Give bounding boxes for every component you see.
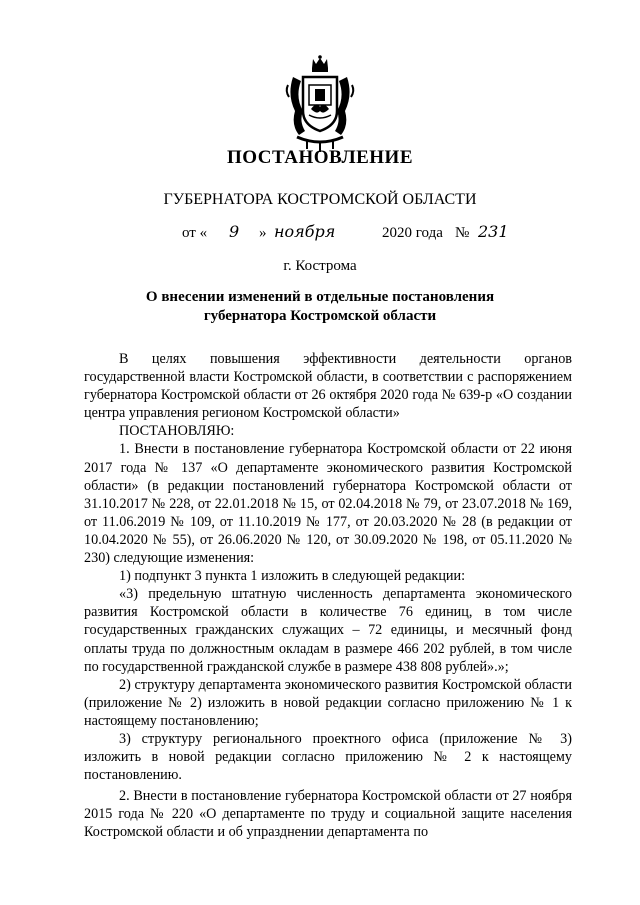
paragraph-quoted-text: «3) предельную штатную численность департамента экономического развития Костромской области в количестве 76 единиц, в том числе государственных гражданских служащих – 72 единицы, и месячный фонд оплаты труда по должностным окладам в размере 466 202 рублей, в том числе по государственной гражданской службе в размере 438 808 рублей».»; (84, 586, 572, 675)
date-year: 2020 года (382, 225, 443, 241)
document-title-line-2: губернатора Костромской области (203, 308, 437, 324)
paragraph-decree: ПОСТАНОВЛЯЮ: (119, 423, 235, 440)
issuing-authority: ГУБЕРНАТОРА КОСТРОМСКОЙ ОБЛАСТИ (163, 191, 477, 208)
paragraph-item-2: 2. Внести в постановление губернатора Костромской области от 27 ноября 2015 года № 220 «О департаменте по труду и социальной защите населения Костромской области и об упразднении департамента по (84, 788, 572, 841)
coat-of-arms-emblem (283, 55, 357, 153)
paragraph-preamble: В целях повышения эффективности деятельности органов государственной власти Костромской области, в соответствии с распоряжением губернатора Костромской области от 26 октября 2020 года № 639-р «О создании центра управления регионом Костромской области» (84, 351, 572, 422)
paragraph-subitem-2: 2) структуру департамента экономического развития Костромской области (приложение № 2) изложить в новой редакции согласно приложению № 1 к настоящему постановлению; (84, 676, 572, 729)
paragraph-item-1: 1. Внести в постановление губернатора Костромской области от 22 июня 2017 года № 137 «О департаменте экономического развития Костромской области» (в редакции постановлений губернатора Костромской области от 31.10.2017 № 228, от 22.01.2018 № 15, от 02.04.2018 № 79, от 23.07.2018 № 169, от 11.06.2019 № 109, от 11.10.2019 № 177, от 20.03.2020 № 28 (в редакции от 10.04.2020 № 55), от 26.06.2020 № 120, от 30.09.2020 № 198, от 05.11.2020 № 230) следующие изменения: (84, 441, 572, 567)
paragraph-subitem-1: 1) подпункт 3 пункта 1 изложить в следующей редакции: (119, 568, 466, 585)
paragraph-subitem-3: 3) структуру регионального проектного офиса (приложение № 3) изложить в новой редакции согласно приложению № 2 к настоящему постановлению. (84, 730, 572, 784)
document-type-heading: ПОСТАНОВЛЕНИЕ (226, 147, 414, 168)
document-title-line-1: О внесении изменений в отдельные постановления (145, 289, 495, 305)
date-prefix: от « (182, 225, 208, 241)
document-number-handwritten: 231 (478, 222, 509, 241)
city-line: г. Кострома (283, 258, 357, 274)
date-quote-close: » (259, 225, 267, 241)
document-body (84, 350, 572, 842)
document-title (0, 288, 640, 326)
number-sign: № (455, 225, 470, 241)
date-day-handwritten: 9 (229, 222, 240, 241)
date-month-handwritten: ноября (274, 222, 336, 241)
